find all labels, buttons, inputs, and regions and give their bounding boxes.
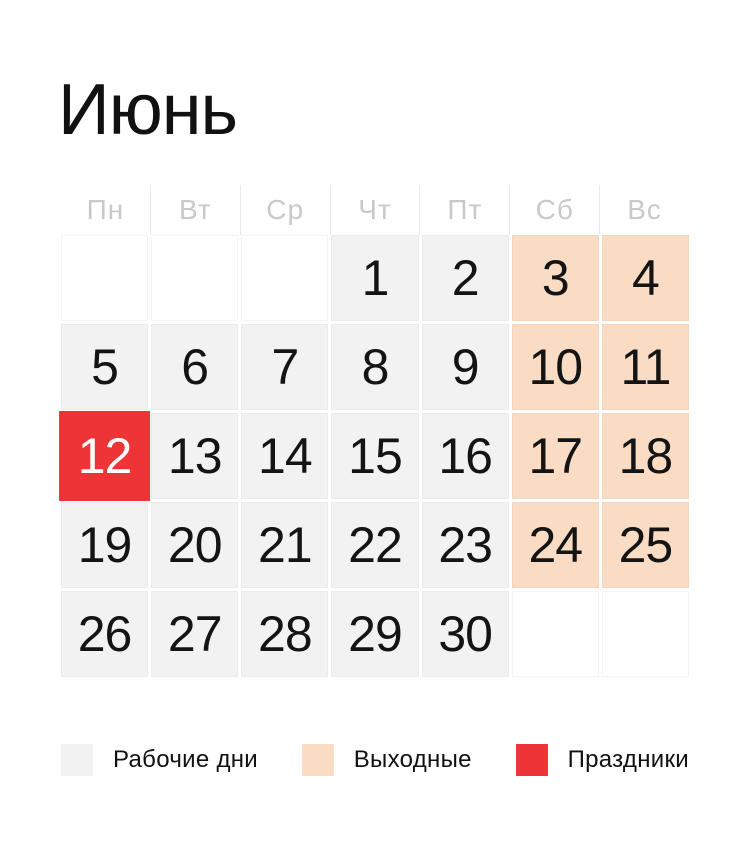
day-cell-10: 10 (512, 324, 599, 410)
day-cell-28: 28 (241, 591, 328, 677)
legend-item-workdays (61, 744, 258, 776)
day-grid (61, 235, 689, 677)
day-cell-29: 29 (331, 591, 418, 677)
calendar (61, 185, 689, 677)
day-cell-11: 11 (602, 324, 689, 410)
weekday-header-sun: Вс (599, 185, 689, 235)
day-cell-18: 18 (602, 413, 689, 499)
day-cell-5: 5 (61, 324, 148, 410)
day-cell-empty (602, 591, 689, 677)
day-cell-19: 19 (61, 502, 148, 588)
legend-item-weekends (302, 744, 472, 776)
day-cell-empty (241, 235, 328, 321)
weekends-color-swatch (302, 744, 334, 776)
weekday-header-mon: Пн (86, 194, 125, 225)
day-cell-15: 15 (331, 413, 418, 499)
day-cell-1: 1 (331, 235, 418, 321)
day-cell-13: 13 (151, 413, 238, 499)
day-cell-27: 27 (151, 591, 238, 677)
weekday-header-row (61, 185, 689, 235)
day-cell-4: 4 (602, 235, 689, 321)
weekday-header-sat: Сб (509, 185, 599, 235)
weekday-header-fri: Пт (419, 185, 509, 235)
day-cell-16: 16 (422, 413, 509, 499)
legend-item-holidays (516, 744, 689, 776)
day-cell-21: 21 (241, 502, 328, 588)
day-cell-12: 12 (61, 413, 148, 499)
day-cell-empty (151, 235, 238, 321)
workdays-color-swatch (61, 744, 93, 776)
day-cell-22: 22 (331, 502, 418, 588)
day-cell-26: 26 (61, 591, 148, 677)
day-cell-8: 8 (331, 324, 418, 410)
day-cell-7: 7 (241, 324, 328, 410)
day-cell-14: 14 (241, 413, 328, 499)
weekday-header-thu: Чт (330, 185, 420, 235)
legend-label-weekends: Выходные (353, 746, 472, 773)
weekday-header-tue: Вт (150, 185, 240, 235)
day-cell-empty (512, 591, 599, 677)
day-cell-25: 25 (602, 502, 689, 588)
day-cell-2: 2 (422, 235, 509, 321)
legend (61, 744, 689, 776)
day-cell-23: 23 (422, 502, 509, 588)
day-cell-6: 6 (151, 324, 238, 410)
weekday-header-wed: Ср (240, 185, 330, 235)
day-cell-24: 24 (512, 502, 599, 588)
day-cell-17: 17 (512, 413, 599, 499)
day-cell-empty (61, 235, 148, 321)
legend-label-workdays: Рабочие дни (113, 746, 259, 773)
holidays-color-swatch (516, 744, 548, 776)
day-cell-30: 30 (422, 591, 509, 677)
month-title: Июнь (58, 70, 238, 150)
day-cell-20: 20 (151, 502, 238, 588)
day-cell-3: 3 (512, 235, 599, 321)
day-cell-9: 9 (422, 324, 509, 410)
legend-label-holidays: Праздники (567, 746, 689, 773)
